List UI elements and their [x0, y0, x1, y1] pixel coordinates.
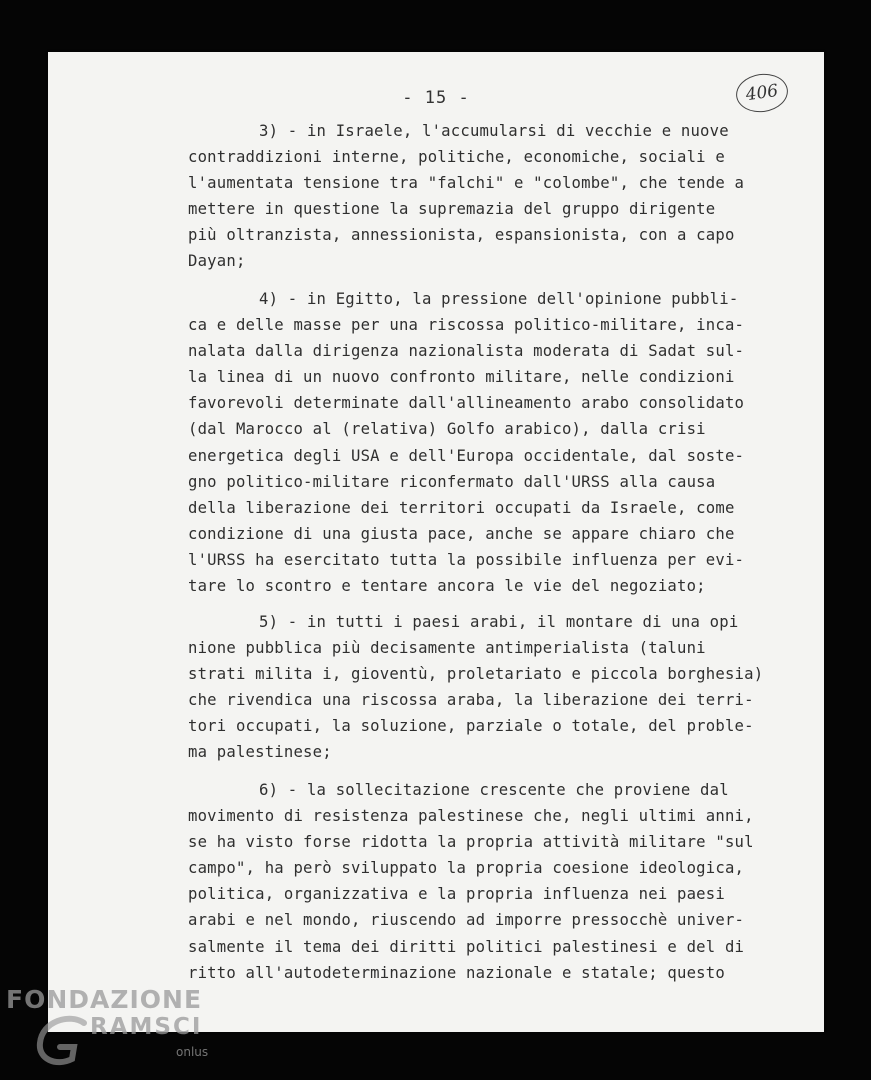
paragraph-6 [188, 777, 758, 986]
text-line: 3) - in Israele, l'accumularsi di vecchie e nuove [259, 122, 729, 140]
watermark-line-2: RAMSCI [90, 1014, 203, 1040]
text-line: che rivendica una riscossa araba, la liberazione dei terri- [188, 691, 754, 710]
text-line: energetica degli USA e dell'Europa occidentale, dal soste- [188, 446, 745, 465]
text-line: se ha visto forse ridotta la propria attività militare "sul [188, 833, 754, 852]
paragraph-5 [188, 609, 764, 766]
fondazione-gramsci-watermark [6, 985, 221, 1075]
text-line: nione pubblica più decisamente antimperialista (taluni [188, 639, 706, 658]
text-line: Dayan; [188, 252, 246, 271]
gramsci-g-logo-icon [34, 1015, 96, 1067]
watermark-line-3: onlus [176, 1045, 209, 1059]
paragraph-4 [188, 286, 758, 599]
text-line: salmente il tema dei diritti politici palestinesi e del di [188, 937, 745, 956]
text-line: più oltranzista, annessionista, espansionista, con a capo [188, 226, 735, 245]
text-line: ritto all'autodeterminazione nazionale e statale; questo [188, 963, 725, 982]
text-line: (dal Marocco al (relativa) Golfo arabico), dalla crisi [188, 420, 706, 439]
text-line: della liberazione dei territori occupati da Israele, come [188, 498, 735, 517]
text-line: nalata dalla dirigenza nazionalista moderata di Sadat sul- [188, 342, 745, 361]
text-line: ma palestinese; [188, 743, 332, 762]
text-line: ca e delle masse per una riscossa politico-militare, inca- [188, 316, 745, 335]
text-line: condizione di una giusta pace, anche se appare chiaro che [188, 524, 735, 543]
text-line: 4) - in Egitto, la pressione dell'opinione pubbli- [259, 290, 739, 308]
page-number: - 15 - [402, 88, 470, 108]
text-line: contraddizioni interne, politiche, economiche, sociali e [188, 148, 725, 167]
text-line: strati milita i, gioventù, proletariato e piccola borghesia) [188, 665, 764, 684]
text-line: favorevoli determinate dall'allineamento arabo consolidato [188, 394, 745, 413]
text-line: movimento di resistenza palestinese che, negli ultimi anni, [188, 807, 754, 826]
archive-stamp: 406 [734, 71, 791, 116]
text-line: campo", ha però sviluppato la propria coesione ideologica, [188, 859, 745, 878]
text-line: arabi e nel mondo, riuscendo ad imporre pressocchè univer- [188, 911, 745, 930]
text-line: mettere in questione la supremazia del gruppo dirigente [188, 200, 716, 219]
text-line: 6) - la sollecitazione crescente che proviene dal [259, 781, 729, 799]
text-line: la linea di un nuovo confronto militare, nelle condizioni [188, 368, 735, 387]
document-page [48, 52, 824, 1032]
text-line: politica, organizzativa e la propria influenza nei paesi [188, 885, 725, 904]
text-line: 5) - in tutti i paesi arabi, il montare di una opi [259, 613, 739, 631]
watermark-line-1: FONDAZIONE [6, 985, 203, 1014]
text-line: tori occupati, la soluzione, parziale o totale, del proble- [188, 717, 754, 736]
text-line: gno politico-militare riconfermato dall'URSS alla causa [188, 472, 716, 491]
text-line: tare lo scontro e tentare ancora le vie del negoziato; [188, 577, 706, 596]
text-line: l'URSS ha esercitato tutta la possibile influenza per evi- [188, 550, 745, 569]
text-line: l'aumentata tensione tra "falchi" e "colombe", che tende a [188, 174, 745, 193]
paragraph-3 [188, 118, 758, 275]
